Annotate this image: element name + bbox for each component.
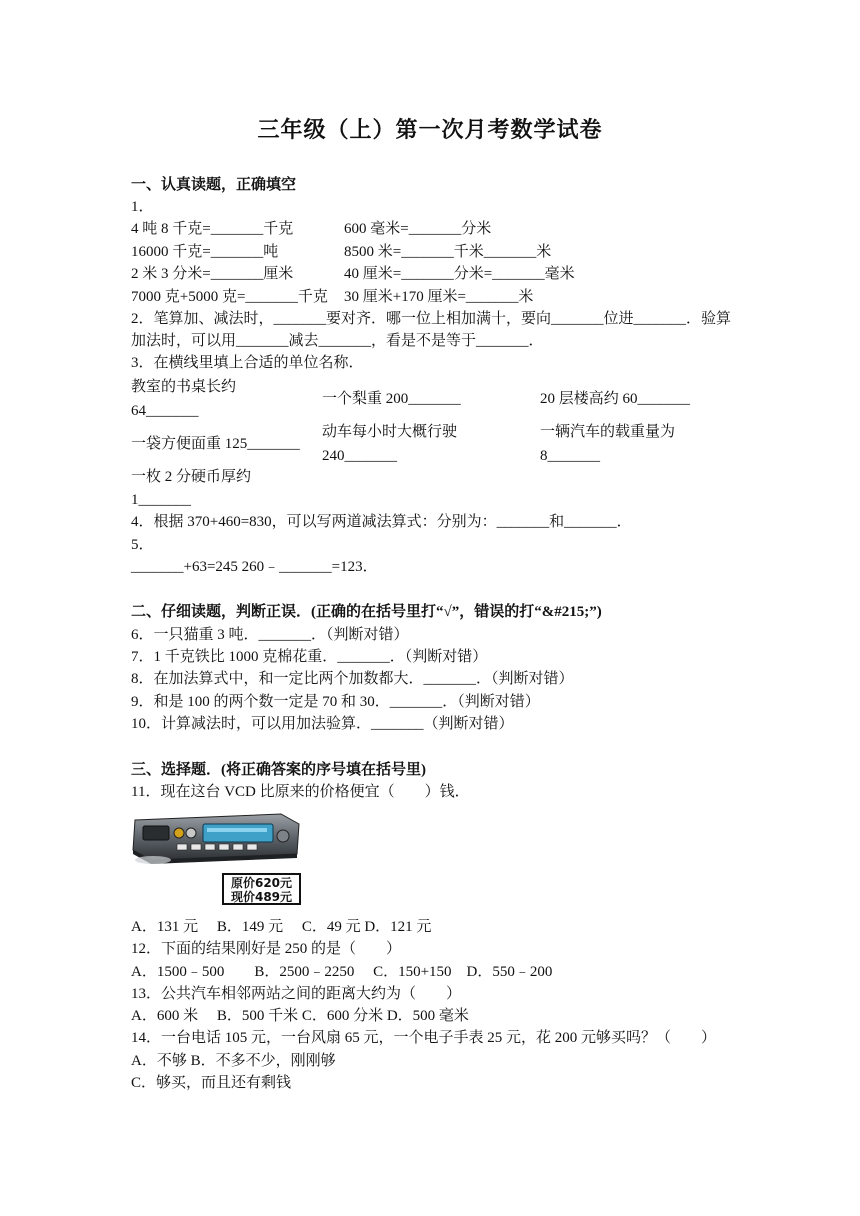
q3-cell2: 一个梨重 200_______ xyxy=(322,391,461,407)
q3-cell7-line2: 1_______ xyxy=(131,492,191,508)
q14-stem: 14．一台电话 105 元，一台风扇 65 元，一个电子手表 25 元，花 200 元够买吗？（ ） xyxy=(131,1030,717,1046)
q8: 8．在加法算式中，和一定比两个加数都大．_______．（判断对错） xyxy=(131,671,574,687)
q1-row1-right: 600 毫米=_______分米 xyxy=(344,221,492,237)
q1-row4-left: 7000 克+5000 克=_______千克 xyxy=(131,289,328,305)
price-now: 现价489元 xyxy=(230,890,293,904)
q3-cell5-line1: 动车每小时大概行驶 xyxy=(322,424,458,440)
q1-row2-left: 16000 千克=_______吨 xyxy=(131,244,279,260)
price-original: 原价620元 xyxy=(230,876,293,890)
q12-options: A．1500﹣500 B．2500﹣2250 C．150+150 D．550﹣200 xyxy=(131,964,553,980)
q2-line2: 加法时，可以用_______减去_______，看是不是等于_______． xyxy=(131,333,544,349)
q3-cell6-line2: 8_______ xyxy=(540,448,600,464)
q1-number: 1． xyxy=(131,199,154,215)
q3-cell4: 一袋方便面重 125_______ xyxy=(131,436,300,452)
q9: 9．和是 100 的两个数一定是 70 和 30．_______．（判断对错） xyxy=(131,694,540,710)
q13-options: A．600 米 B．500 千米 C．600 分米 D．500 毫米 xyxy=(131,1008,469,1024)
q7: 7．1 千克铁比 1000 克棉花重．_______．（判断对错） xyxy=(131,649,488,665)
q3-cell3: 20 层楼高约 60_______ xyxy=(540,391,691,407)
q1-row3-left: 2 米 3 分米=_______厘米 xyxy=(131,266,294,282)
section3-heading: 三、选择题．(将正确答案的序号填在括号里) xyxy=(131,762,426,778)
q3-cell1-line2: 64_______ xyxy=(131,403,199,419)
q13-stem: 13．公共汽车相邻两站之间的距离大约为（ ） xyxy=(131,986,462,1002)
q1-row1-left: 4 吨 8 千克=_______千克 xyxy=(131,221,294,237)
section1-heading: 一、认真读题，正确填空 xyxy=(131,177,297,193)
q1-row3-right: 40 厘米=_______分米=_______毫米 xyxy=(344,266,575,282)
q5-number: 5． xyxy=(131,537,154,553)
q3-cell1-line1: 教室的书桌长约 xyxy=(131,379,237,395)
q3-stem: 3．在横线里填上合适的单位名称． xyxy=(131,355,364,371)
q3-cell5-line2: 240_______ xyxy=(322,448,397,464)
section2-heading: 二、仔细读题，判断正误．(正确的在括号里打“√”，错误的打“&#215;”) xyxy=(131,604,602,620)
q12-stem: 12．下面的结果刚好是 250 的是（ ） xyxy=(131,941,402,957)
page-title: 三年级（上）第一次月考数学试卷 xyxy=(257,117,603,142)
price-tag xyxy=(222,873,301,905)
q14-option-c: C．够买，而且还有剩钱 xyxy=(131,1075,292,1091)
q3-cell7-line1: 一枚 2 分硬币厚约 xyxy=(131,469,252,485)
q6: 6．一只猫重 3 吨．_______．（判断对错） xyxy=(131,627,409,643)
q11-options: A．131 元 B．149 元 C．49 元 D．121 元 xyxy=(131,919,432,935)
q14-options-ab: A．不够 B．不多不少，刚刚够 xyxy=(131,1053,336,1069)
q5-line: _______+63=245 260﹣_______=123． xyxy=(131,559,378,575)
q1-row2-right: 8500 米=_______千米_______米 xyxy=(344,244,552,260)
q4: 4．根据 370+460=830，可以写两道减法算式：分别为：_______和_______． xyxy=(131,514,632,530)
q1-row4-right: 30 厘米+170 厘米=_______米 xyxy=(344,289,534,305)
q2-line1: 2．笔算加、减法时，_______要对齐．哪一位上相加满十，要向_______位进_______．验算 xyxy=(131,311,732,327)
q10: 10．计算减法时，可以用加法验算．_______（判断对错） xyxy=(131,716,514,732)
q3-cell6-line1: 一辆汽车的载重量为 xyxy=(540,424,676,440)
q11-stem: 11．现在这台 VCD 比原来的价格便宜（ ）钱． xyxy=(131,784,470,800)
